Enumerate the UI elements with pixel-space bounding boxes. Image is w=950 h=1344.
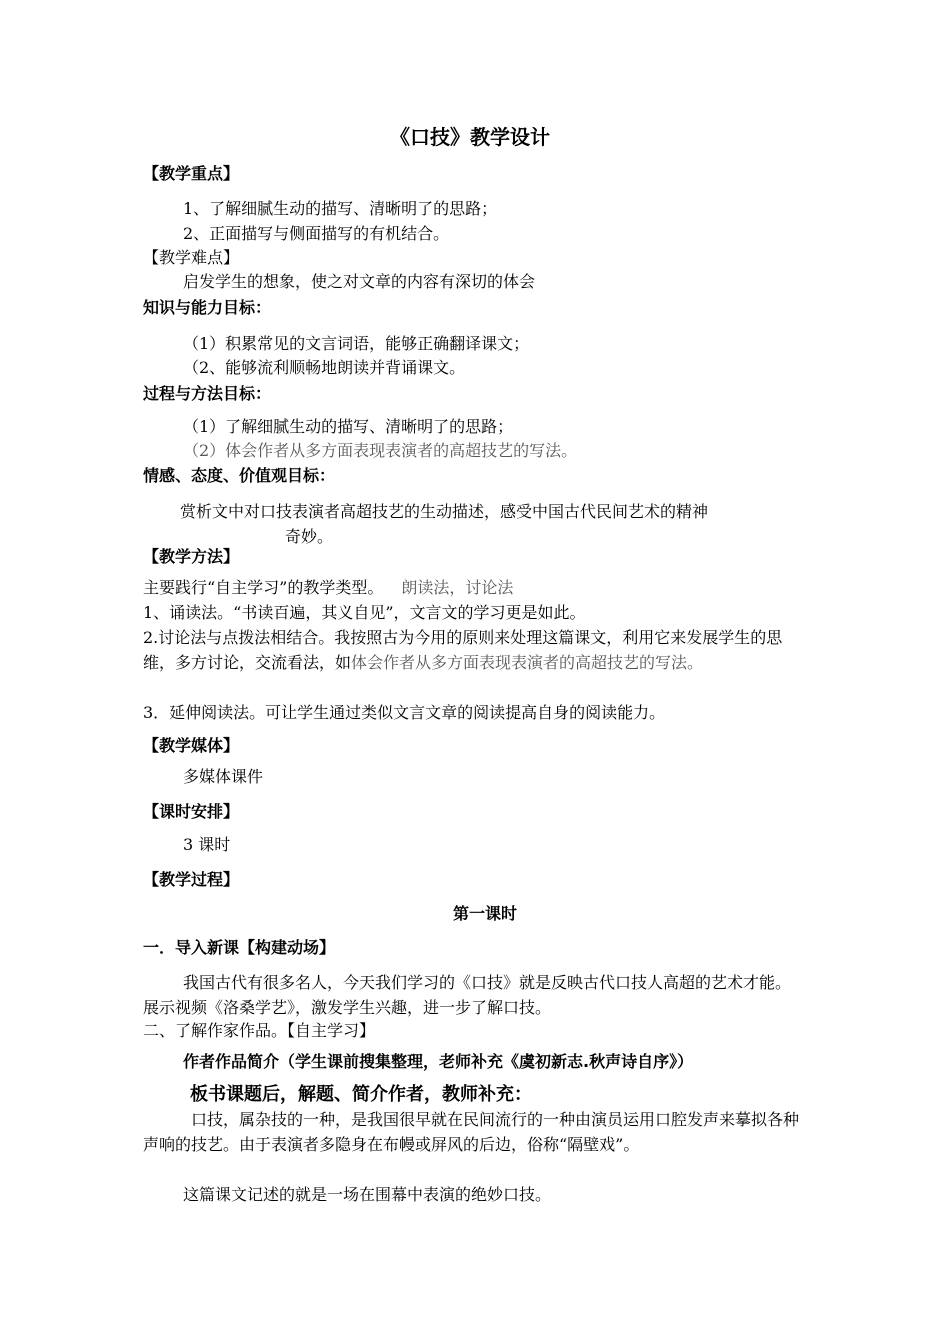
lesson-one-title: 第一课时 — [453, 904, 518, 923]
section-intro-text: 我国古代有很多名人，今天我们学习的《口技》就是反映古代口技人高超的艺术才能。 展示视频《洛桑学艺》，激发学生兴趣，进一步了解口技。 — [143, 973, 800, 1017]
methods-line-3-main: 2.讨论法与点拨法相结合。我按照古为今用的原则来处理这篇课文，利用它来发展学生的思维，多方讨论，交流看法，如 — [143, 628, 783, 672]
emotion-line-2: 奇妙。 — [285, 527, 334, 546]
heading-teaching-methods: 【教学方法】 — [143, 547, 240, 566]
methods-line-3-extra: 体会作者从多方面表现表演者的高超技艺的写法。 — [351, 653, 704, 672]
difficulty-text: 启发学生的想象，使之对文章的内容有深切的体会 — [183, 272, 536, 291]
methods-line-1 — [143, 578, 513, 598]
process-item-2: （2）体会作者从多方面表现表演者的高超技艺的写法。 — [183, 441, 578, 460]
heading-teaching-difficulty: 【教学难点】 — [143, 248, 240, 267]
focus-item-2: 2、正面描写与侧面描写的有机结合。 — [183, 224, 450, 243]
emotion-line-1: 赏析文中对口技表演者高超技艺的生动描述，感受中国古代民间艺术的精神 — [180, 502, 709, 521]
focus-item-1: 1、了解细腻生动的描写、清晰明了的思路； — [183, 199, 498, 218]
heading-teaching-focus: 【教学重点】 — [143, 164, 240, 183]
heading-emotion-goals: 情感、态度、价值观目标： — [143, 466, 336, 485]
methods-line-4: 3．延伸阅读法。可让学生通过类似文言文章的阅读提高自身的阅读能力。 — [143, 703, 666, 722]
media-text: 多媒体课件 — [183, 767, 264, 786]
author-intro-subheading: 作者作品简介（学生课前搜集整理，老师补充《虞初新志.秋声诗自序》） — [183, 1052, 694, 1071]
heading-knowledge-goals: 知识与能力目标： — [143, 298, 272, 317]
board-writing-heading: 板书课题后，解题、简介作者，教师补充： — [190, 1084, 532, 1105]
heading-teaching-process: 【教学过程】 — [143, 870, 240, 889]
knowledge-item-2: （2、能够流利顺畅地朗读并背诵课文。 — [183, 358, 466, 377]
schedule-text: 3 课时 — [183, 835, 231, 854]
section-author-heading: 二、了解作家作品。【自主学习】 — [143, 1021, 376, 1040]
methods-line-3 — [143, 625, 808, 675]
heading-process-goals: 过程与方法目标： — [143, 384, 272, 403]
knowledge-item-1: （1）积累常见的文言词语，能够正确翻译课文； — [183, 334, 530, 353]
methods-line-1-main: 主要践行“自主学习”的教学类型。 — [143, 578, 384, 597]
heading-teaching-media: 【教学媒体】 — [143, 736, 240, 755]
heading-class-schedule: 【课时安排】 — [143, 802, 240, 821]
process-item-1: （1）了解细腻生动的描写、清晰明了的思路； — [183, 417, 514, 436]
author-paragraph-2: 这篇课文记述的就是一场在围幕中表演的绝妙口技。 — [183, 1185, 552, 1204]
document-title: 《口技》教学设计 — [390, 125, 550, 149]
author-paragraph-1: 口技，属杂技的一种，是我国很早就在民间流行的一种由演员运用口腔发声来摹拟各种声响的技艺。由于表演者多隐身在布幔或屏风的后边，俗称“隔壁戏”。 — [143, 1110, 800, 1154]
methods-line-1-extra: 朗读法，讨论法 — [401, 578, 514, 597]
section-intro-heading: 一．导入新课【构建动场】 — [143, 938, 336, 957]
methods-line-2: 1、诵读法。“书读百遍，其义自见”，文言文的学习更是如此。 — [143, 603, 586, 622]
